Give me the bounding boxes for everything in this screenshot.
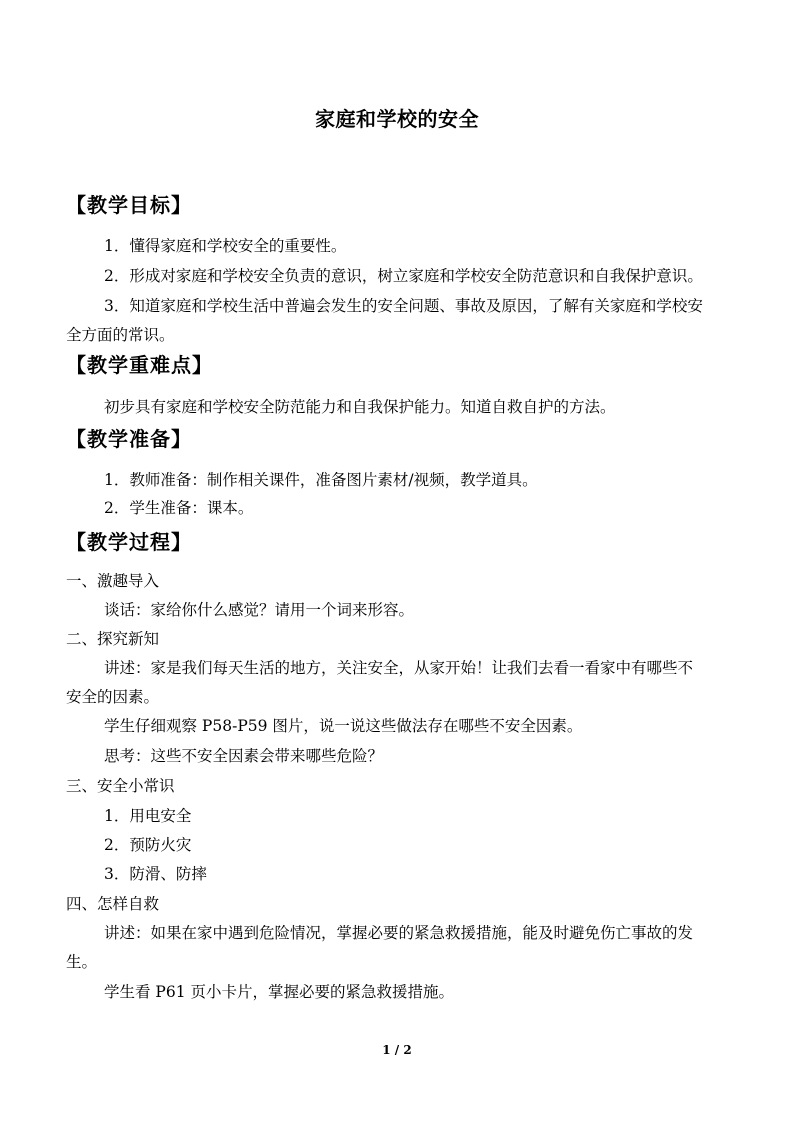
page-number: 1 / 2	[382, 1043, 412, 1057]
process-step-heading: 四、怎样自救	[66, 895, 160, 913]
process-step-heading: 一、激趣导入	[66, 572, 160, 590]
document-title: 家庭和学校的安全	[315, 107, 479, 131]
process-step-heading: 二、探究新知	[66, 630, 160, 648]
process-line: 思考：这些不安全因素会带来哪些危险？	[104, 747, 384, 765]
section-heading-process: 【教学过程】	[66, 530, 192, 554]
process-line-continuation: 生。	[66, 953, 98, 971]
process-line: 讲述：如果在家中遇到危险情况，掌握必要的紧急救援措施，能及时避免伤亡事故的发	[104, 924, 694, 942]
objective-item: 3．知道家庭和学校生活中普遍会发生的安全问题、事故及原因，了解有关家庭和学校安	[104, 297, 703, 315]
process-line: 学生看 P61 页小卡片，掌握必要的紧急救援措施。	[104, 983, 455, 1001]
key-points-text: 初步具有家庭和学校安全防范能力和自我保护能力。知道自救自护的方法。	[104, 398, 616, 416]
section-heading-objectives: 【教学目标】	[66, 193, 192, 217]
preparation-item: 1．教师准备：制作相关课件，准备图片素材/视频，教学道具。	[104, 471, 538, 489]
section-heading-preparation: 【教学准备】	[66, 427, 192, 451]
preparation-item: 2．学生准备：课本。	[104, 499, 254, 517]
section-heading-key-points: 【教学重难点】	[66, 353, 213, 377]
process-line: 学生仔细观察 P58-P59 图片，说一说这些做法存在哪些不安全因素。	[104, 717, 583, 735]
process-line: 讲述：家是我们每天生活的地方，关注安全，从家开始！让我们去看一看家中有哪些不	[104, 659, 694, 677]
objective-item: 1．懂得家庭和学校安全的重要性。	[104, 237, 347, 255]
process-line-continuation: 安全的因素。	[66, 688, 160, 706]
process-list-item: 3．防滑、防摔	[104, 865, 207, 883]
process-line: 谈话：家给你什么感觉？请用一个词来形容。	[104, 601, 415, 619]
objective-item-continuation: 全方面的常识。	[66, 326, 175, 344]
process-step-heading: 三、安全小常识	[66, 777, 175, 795]
process-list-item: 1．用电安全	[104, 807, 192, 825]
objective-item: 2．形成对家庭和学校安全负责的意识，树立家庭和学校安全防范意识和自我保护意识。	[104, 267, 703, 285]
process-list-item: 2．预防火灾	[104, 836, 192, 854]
